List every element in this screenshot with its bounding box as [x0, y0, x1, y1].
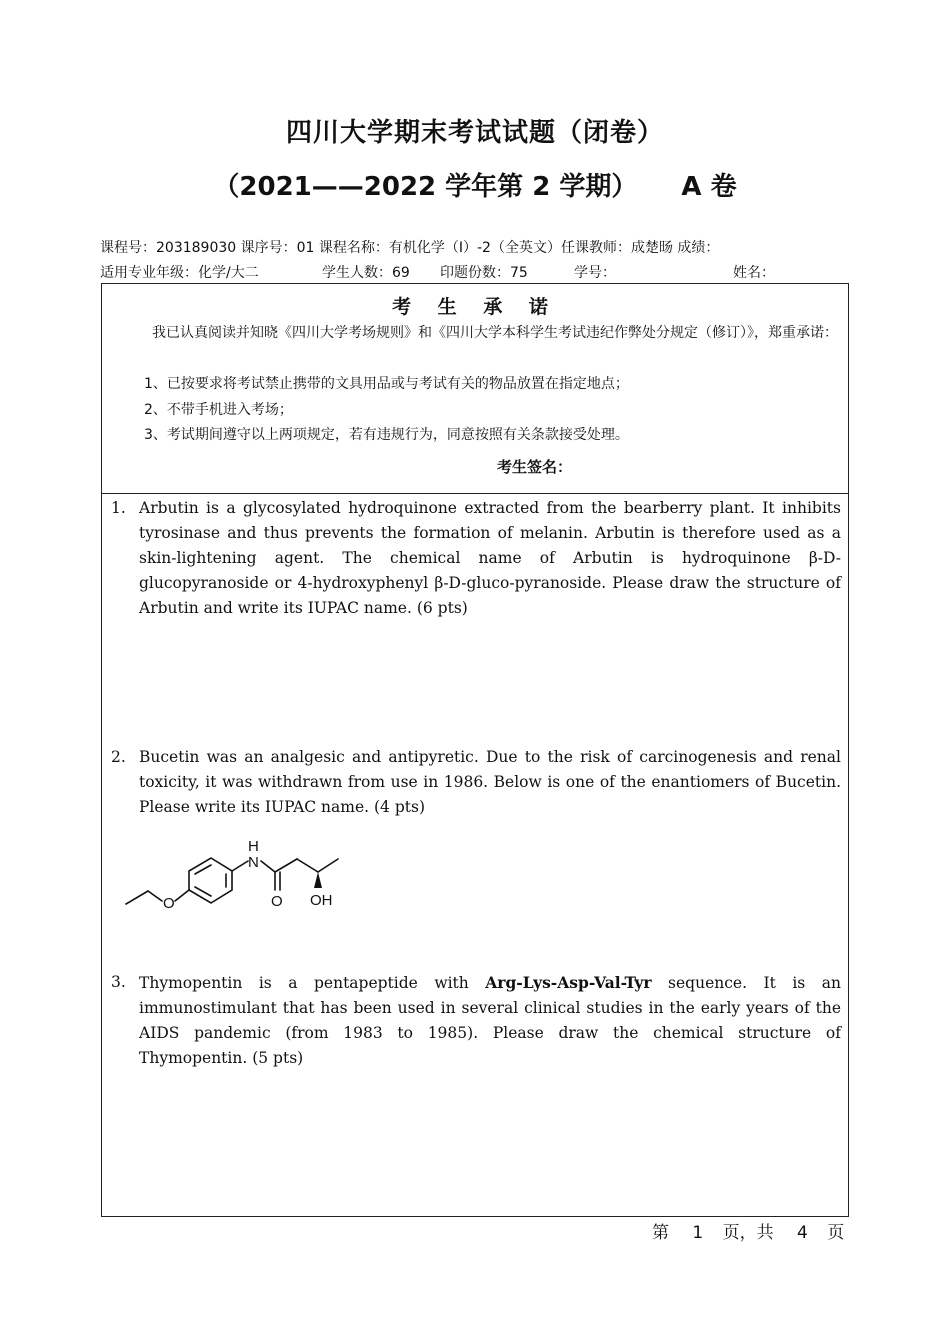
page-mid: 页，共 — [722, 1223, 774, 1243]
question-3 — [111, 970, 841, 1071]
major-grade: 适用专业年级：化学/大二 — [100, 265, 259, 281]
exam-title: 四川大学期末考试试题（闭卷） — [285, 118, 664, 148]
bucetin-structure — [124, 837, 354, 921]
question-text-end: sequence. It is an immunostimulant that has been used in several clinical studies in the early years of the AIDS pandemic (from 1983 to 1985). Please draw the chemical structure of Thymopentin. (5 pts) — [139, 974, 841, 1067]
student-pledge — [102, 284, 848, 494]
page-current: 1 — [692, 1223, 704, 1243]
question-text — [139, 970, 841, 1071]
question-number: 1. — [111, 499, 126, 517]
student-count: 学生人数：69 — [322, 265, 410, 281]
pledge-item: 1、已按要求将考试禁止携带的文具用品或与考试有关的物品放置在指定地点； — [144, 376, 629, 392]
exam-subtitle — [0, 166, 950, 203]
paper-version: A 卷 — [681, 172, 737, 202]
nh-hydrogen-label: H — [248, 838, 259, 855]
hydroxyl-label: OH — [310, 892, 333, 909]
pledge-intro: 我已认真阅读并知晓《四川大学考场规则》和《四川大学本科学生考试违纪作弊处分规定（修订）》，郑重承诺： — [152, 325, 838, 341]
pledge-title: 考 生 承 诺 — [392, 296, 558, 318]
copy-count: 印题份数：75 — [440, 265, 528, 281]
page-footer — [652, 1218, 848, 1243]
semester-label: （2021——2022 学年第 2 学期） — [213, 172, 638, 202]
exam-content-box — [101, 283, 849, 1217]
peptide-sequence: Arg-Lys-Asp-Val-Tyr — [485, 973, 652, 992]
question-1 — [111, 496, 841, 621]
carbonyl-oxygen-label: O — [271, 893, 283, 910]
student-id-field: 学号： — [574, 265, 616, 281]
signature-label: 考生签名： — [497, 458, 573, 476]
name-field: 姓名： — [733, 265, 775, 281]
question-text-start: Thymopentin is a pentapeptide with — [139, 974, 486, 992]
question-text: Arbutin is a glycosylated hydroquinone extracted from the bearberry plant. It inhibits tyrosinase and thus prevents the formation of melanin. Arbutin is therefore used as a skin-lightening agent. The chemical name of Arbutin is hydroquinone β-D-glucopyranoside or 4-hydroxyphenyl β-D-gluco-pyranoside. Please draw the structure of Arbutin and write its IUPAC name. (6 pts) — [139, 499, 841, 617]
pledge-item: 3、考试期间遵守以上两项规定，若有违规行为，同意按照有关条款接受处理。 — [144, 427, 629, 443]
course-info-line: 课程号：203189030 课序号：01 课程名称：有机化学（Ⅰ）-2（全英文）任课教师：成楚旸 成绩： — [100, 240, 720, 256]
page-total: 4 — [797, 1223, 808, 1243]
question-number: 2. — [111, 748, 126, 766]
question-2 — [111, 745, 841, 820]
ether-oxygen-label: O — [163, 895, 175, 912]
page-suffix: 页 — [827, 1223, 845, 1243]
question-number: 3. — [111, 973, 126, 991]
nitrogen-label: N — [248, 854, 259, 871]
pledge-item: 2、不带手机进入考场； — [144, 402, 293, 418]
page-prefix: 第 — [652, 1223, 669, 1243]
question-text: Bucetin was an analgesic and antipyretic. Due to the risk of carcinogenesis and renal toxicity, it was withdrawn from use in 1986. Below is one of the enantiomers of Bucetin. Please write its IUPAC name. (4 pts) — [139, 748, 841, 816]
